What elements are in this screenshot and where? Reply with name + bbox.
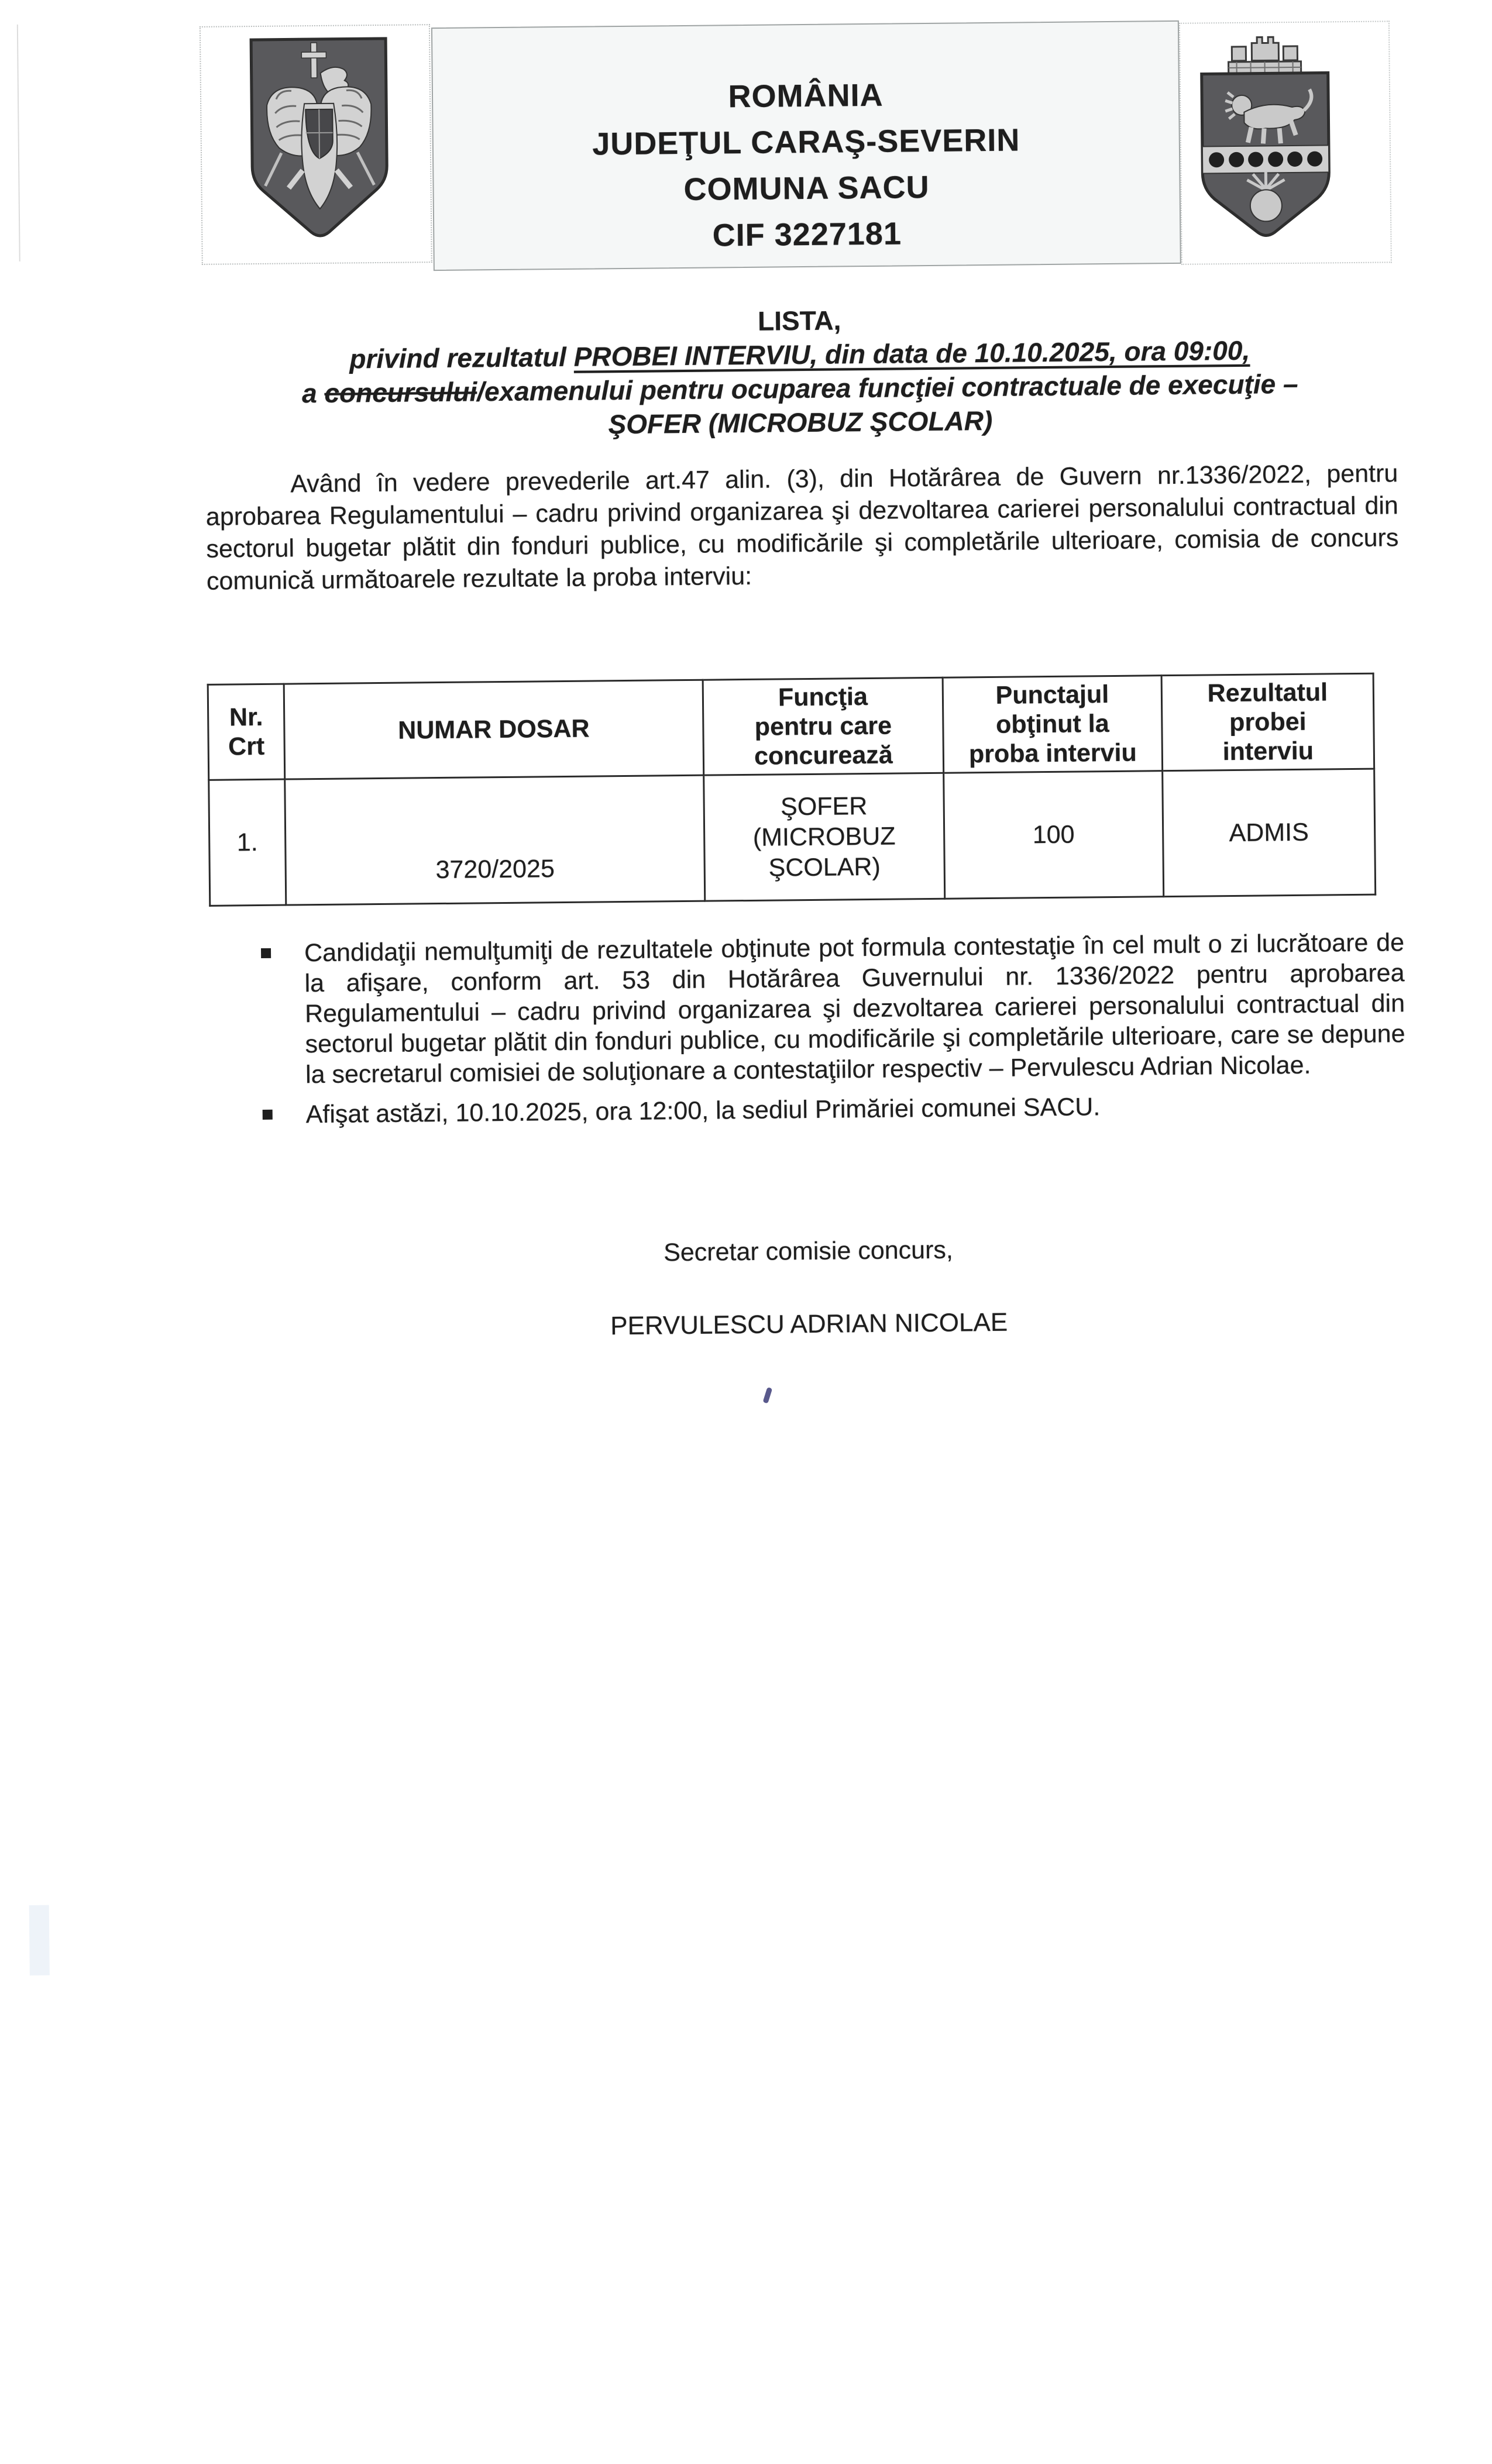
- title-line-3-prefix: a: [301, 377, 325, 409]
- square-bullet-icon: [263, 1110, 273, 1120]
- header-text-box: [431, 20, 1181, 271]
- title-line-4: ŞOFER (MICROBUZ ŞCOLAR): [608, 405, 993, 440]
- cell-rezultat: ADMIS: [1163, 769, 1376, 896]
- intro-paragraph: Având în vedere prevederile art.47 alin. (3), din Hotărârea de Guvern nr.1336/2022, pentru aprobarea Regulamentului – cadru privind organizarea şi dezvoltarea carierei personalului contractual din sectorul bugetar plătit din fonduri publice, cu modificările şi completările ulterioare, comisia de concurs comunică următoarele rezultate la proba interviu:: [205, 459, 1399, 596]
- signature-role: Secretar comisie concurs,: [663, 1236, 954, 1267]
- scan-edge-line: [17, 25, 20, 261]
- title-line-3-rest: /examenului pentru ocuparea funcţiei contractuale de execuţie –: [476, 368, 1298, 407]
- title-line-2-plain: privind rezultatul: [349, 341, 574, 374]
- cell-nr-crt: 1.: [209, 779, 286, 906]
- results-table: [207, 673, 1377, 907]
- posting-note: Afişat astăzi, 10.10.2025, ora 12:00, la sediul Primăriei comunei SACU.: [305, 1093, 1101, 1129]
- page-header: [0, 0, 1485, 253]
- col-header-nr-crt: Nr. Crt: [208, 684, 285, 780]
- title-line-2-underlined: PROBEI INTERVIU, din data de 10.10.2025, ora 09:00,: [573, 335, 1250, 372]
- header-commune: COMUNA SACU: [683, 169, 930, 207]
- scan-smudge: [29, 1905, 50, 1976]
- pen-mark: [763, 1387, 773, 1403]
- sacu-commune-coat-of-arms-icon: [1194, 30, 1336, 240]
- document-title: [204, 298, 1396, 445]
- title-line-3-struck-word: concursului: [324, 376, 477, 408]
- cell-functia: ŞOFER (MICROBUZ ŞCOLAR): [704, 773, 945, 901]
- signature-name: PERVULESCU ADRIAN NICOLAE: [610, 1307, 1008, 1341]
- cell-numar-dosar: 3720/2025: [285, 775, 705, 905]
- col-header-rezultat: Rezultatul probei interviu: [1161, 673, 1374, 770]
- col-header-functia: Funcţia pentru care concurează: [703, 677, 944, 775]
- header-country: ROMÂNIA: [728, 77, 883, 115]
- header-cif: CIF 3227181: [712, 216, 902, 253]
- table-row: [209, 769, 1376, 906]
- col-header-numar-dosar: NUMAR DOSAR: [284, 680, 704, 779]
- title-line-1: LISTA,: [757, 305, 841, 336]
- table-header-row: [208, 673, 1374, 780]
- list-item: [261, 1089, 1405, 1130]
- header-county: JUDEŢUL CARAŞ-SEVERIN: [592, 122, 1020, 162]
- cell-punctaj: 100: [944, 771, 1164, 899]
- right-emblem-box: [1179, 20, 1392, 264]
- list-item: [260, 927, 1405, 1090]
- left-emblem-box: [200, 24, 432, 265]
- col-header-punctaj: Punctajul obţinut la proba interviu: [943, 676, 1163, 773]
- square-bullet-icon: [261, 948, 271, 958]
- contestation-note: Candidaţii nemulţumiţi de rezultatele obţinute pot formula contestaţie în cel mult o zi lucrătoare de la afişare, conform art. 53 din Hotărârea Guvernului nr. 1336/2022 pentru aprobarea Regulamentului – cadru privind organizarea şi dezvoltarea carierei personalului contractual din sectorul bugetar plătit din fonduri publice, cu modificările şi completările ulterioare, care se depune la secretarul comisiei de soluţionare a contestaţiilor respectiv – Pervulescu Adrian Nicolae.: [304, 928, 1405, 1089]
- romania-coat-of-arms-icon: [245, 34, 393, 243]
- notes-list: [260, 927, 1406, 1140]
